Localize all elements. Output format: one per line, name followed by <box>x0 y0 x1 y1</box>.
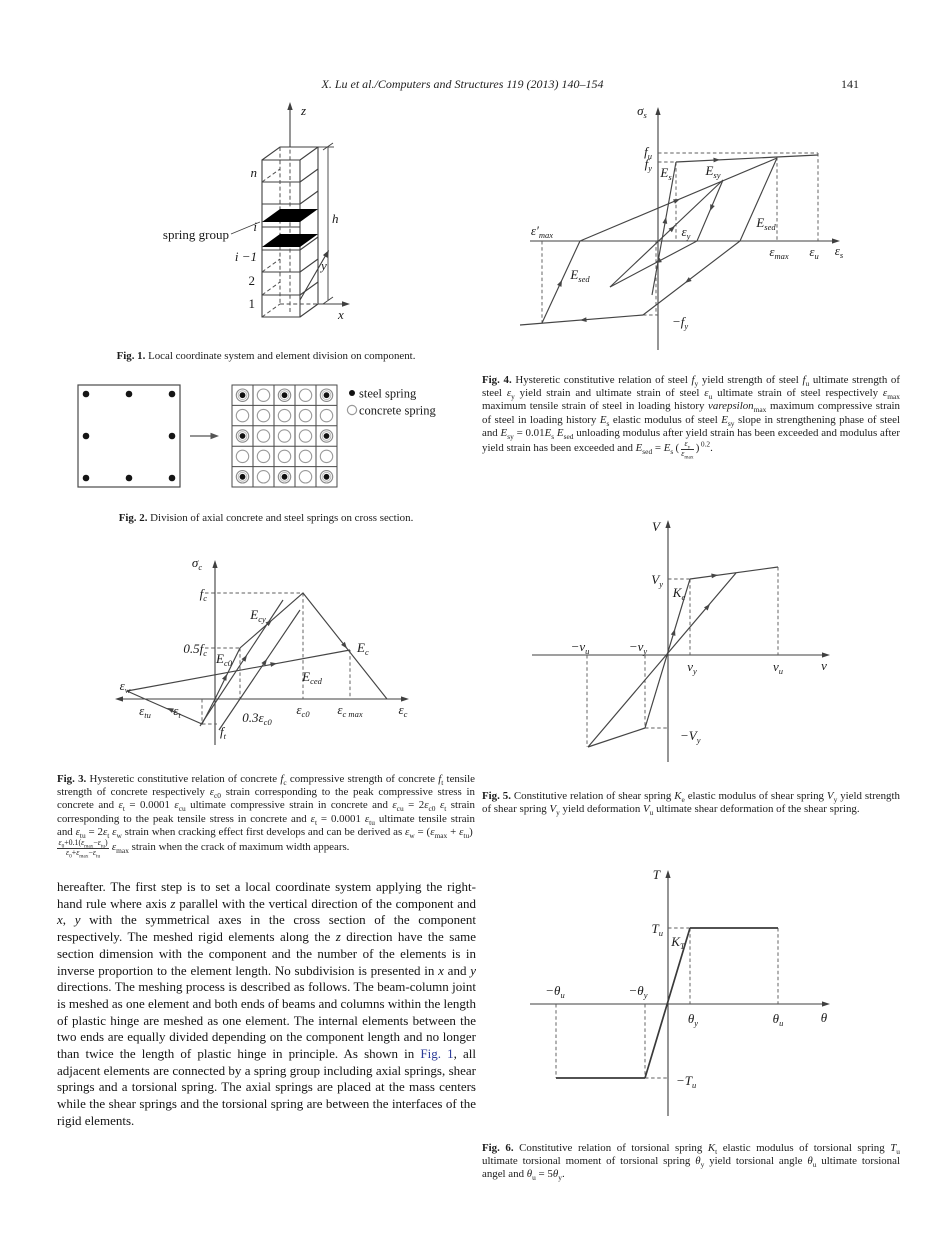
fig3-label-Ec0: $E_{c0}$ <box>216 651 232 668</box>
fig1-label-y: y <box>321 258 327 273</box>
fig2-legend-steel-marker <box>349 390 355 396</box>
fig1-label-i-minus-1: i −1 <box>234 249 257 264</box>
running-head-citation: X. Lu et al./Computers and Structures 119 (2013) 140–154 <box>321 77 604 91</box>
figure-4-caption <box>482 374 900 459</box>
fig6-label-neg-Tu: $-T_u$ <box>676 1073 697 1090</box>
fig1-label-n: n <box>250 165 257 180</box>
fig4-label-Esed-right: $E_{sed}$ <box>756 215 776 232</box>
fig3-label-eps-cmax: $\varepsilon_{c max}$ <box>337 702 363 719</box>
figure-1-diagram <box>57 100 457 338</box>
fig5-label-neg-vu: $-v_u$ <box>570 639 590 656</box>
figure-2-caption-text: Division of axial concrete and steel springs on cross section. <box>150 511 414 524</box>
fig2-legend-concrete-label: concrete spring <box>359 403 436 418</box>
fig5-label-neg-Vy: $-V_y$ <box>680 728 701 745</box>
fig6-label-neg-theta-y: $-\theta_y$ <box>628 983 648 1000</box>
fig4-label-fu: $f_u$ <box>644 144 652 161</box>
fig1-column-hidden-edges <box>262 147 318 317</box>
figure-6-caption-text: Constitutive relation of torsional spring $K_t$ elastic modulus of torsional spring $T_u$ ultimate torsional moment of torsional spring $\theta_y$ yield torsional angle $\theta_u$ ultimate torsional angel and $\theta_u = 5\theta_y$. <box>482 1141 900 1183</box>
fig6-label-KT: $K_T$ <box>671 934 685 951</box>
figure-1-caption <box>57 350 475 363</box>
fig4-label-Esy: $E_{sy}$ <box>705 163 721 180</box>
fig4-label-fy: $f_y$ <box>644 156 652 173</box>
fig3-label-eps-w: $\varepsilon_w$ <box>119 678 131 695</box>
fig3-label-Ecy: $E_{cy}$ <box>250 607 266 624</box>
fig6-label-T: T <box>652 867 660 882</box>
fig3-label-eps-c0: $\varepsilon_{c0}$ <box>296 702 310 719</box>
fig1-label-h: h <box>332 211 339 226</box>
figure-2-diagram <box>57 372 475 498</box>
fig3-label-Ec: $E_c$ <box>357 640 369 657</box>
fig5-label-vy: $v_y$ <box>687 659 697 676</box>
figure-6-diagram <box>490 860 900 1128</box>
fig2-concrete-springs <box>236 389 332 483</box>
fig5-label-v: v <box>821 658 827 673</box>
fig6-label-theta: θ <box>820 1010 828 1025</box>
fig3-label-03-eps-c0: $0.3\varepsilon_{c0}$ <box>242 710 272 727</box>
fig1-spring-group-slabs <box>262 209 318 247</box>
fig2-transform-arrow <box>190 433 219 439</box>
fig2-section-outline <box>78 385 180 487</box>
fig4-label-sigma-s: $\sigma_s$ <box>637 103 647 120</box>
fig4-label-eps-s: $\varepsilon_s$ <box>834 243 844 260</box>
fig5-label-Vy: $V_y$ <box>651 572 663 589</box>
fig4-label-neg-fy: $-f_y$ <box>672 314 689 331</box>
fig1-label-spring-group: spring group <box>162 227 229 242</box>
fig3-label-half-fc: $0.5f_c$ <box>183 641 207 658</box>
fig1-x-axis <box>318 301 350 306</box>
fig3-labels <box>120 555 408 741</box>
fig4-label-Esed-left: $E_{sed}$ <box>570 267 590 284</box>
figure-3-caption-text: Hysteretic constitutive relation of concrete $f_c$ compressive strength of concrete $f_t$ tensile strength of concrete respectively $\varepsilon_{c0}$ strain corresponding to the peak compressive stress in concrete and $\varepsilon_t = 0.0001$ $\varepsilon_{cu}$ ultimate compressive strain in concrete and $\varepsilon_{cu} = 2\varepsilon_{c0}$ $\varepsilon_t$ strain corresponding to the peak tensile stress in concrete and $\varepsilon_t = 0.0001$ $\varepsilon_{tu}$ ultimate tensile strain and $\varepsilon_{tu} = 2\varepsilon_t$ $\varepsilon_w$ strain when cracking effect first develops and can be derived as $\varepsilon_w = (\varepsilon_{max} + \varepsilon_{tu})$ $\frac{\varepsilon_0+0.1(\varepsilon_{max}-\varepsilon_{tu})}{\varepsilon_0+\varepsilon_{max}-\varepsilon_{tu}}$ $\varepsilon_{max}$ strain when the crack of maximum width appears. <box>57 772 475 860</box>
fig3-label-fc: $f_c$ <box>199 586 207 603</box>
fig6-label-theta-u: $\theta_u$ <box>772 1011 784 1028</box>
fig4-label-eps-u: $\varepsilon_u$ <box>809 244 819 261</box>
fig5-label-Ke: $K_e$ <box>672 585 686 602</box>
figure-5-diagram <box>490 510 900 772</box>
fig6-label-theta-y: $\theta_y$ <box>687 1011 699 1028</box>
fig4-label-Es: $E_s$ <box>660 165 672 182</box>
figure-1-caption-tag: Fig. 1. <box>116 349 146 362</box>
fig1-z-axis <box>287 102 292 147</box>
figure-5-caption-tag: Fig. 5. <box>482 789 511 802</box>
fig1-y-axis <box>300 249 331 300</box>
fig5-label-V: V <box>652 519 660 534</box>
fig6-labels <box>545 867 828 1090</box>
figure-4-caption-tag: Fig. 4. <box>482 373 512 386</box>
fig2-rebar-dots <box>83 391 176 482</box>
fig3-label-eps-tu: $\varepsilon_{tu}$ <box>139 703 151 720</box>
fig1-labels <box>163 103 344 322</box>
fig4-dashed-guides <box>542 153 818 323</box>
fig6-label-neg-theta-u: $-\theta_u$ <box>545 983 565 1000</box>
fig6-label-Tu: $T_u$ <box>651 921 663 938</box>
figure-3-caption-tag: Fig. 3. <box>57 772 87 785</box>
fig3-label-ft: $f_t$ <box>220 724 226 741</box>
figure-3-caption <box>57 773 475 858</box>
fig4-label-eps-max: $\varepsilon_{max}$ <box>769 244 789 261</box>
fig4-label-eps-y: $\varepsilon_y$ <box>681 224 691 241</box>
fig2-legend-steel-label: steel spring <box>359 386 417 401</box>
figure-3-diagram <box>57 540 475 760</box>
fig1-label-z: z <box>301 103 307 118</box>
fig4-labels <box>531 103 844 331</box>
fig6-curves <box>556 928 778 1078</box>
fig2-legend <box>347 387 436 418</box>
figure-6-caption <box>482 1142 900 1182</box>
fig3-label-Eced: $E_{ced}$ <box>302 669 322 686</box>
fig5-labels <box>571 519 828 745</box>
fig1-label-i: i <box>253 219 257 234</box>
fig5-flow-arrows <box>671 573 719 636</box>
fig1-label-1: 1 <box>248 296 255 311</box>
fig3-label-eps-t: $\varepsilon_t$ <box>173 703 181 720</box>
figure-2-caption-tag: Fig. 2. <box>118 511 148 524</box>
fig1-label-2: 2 <box>248 273 255 288</box>
fig3-label-sigma-c: $\sigma_c$ <box>191 555 203 572</box>
body-paragraph: hereafter. The first step is to set a local coordinate system applying the right-hand rule where axis z parallel with the vertical direction of the component and x, y with the symmetrical axes in the cross section of the component respectively. The meshed rigid elements along the z direction have the same section dimension with the component and the number of the elements is in inverse proportion to the element length. No subdivision is presented in x and y directions. The meshing process is described as follows. The beam-column joint is meshed as one element and both ends of beams and columns within the length of plastic hinge are meshed as one element. The internal elements between the two ends are equally divided depending on the component length and no longer than twice the length of plastic hinge in principle. As shown in Fig. 1, all adjacent elements are connected by a spring group including axial springs, shear springs and a torsional spring. The axial springs are placed at the mass centers while the shear springs and the torsional spring are between the interfaces of the rigid elements. <box>57 879 477 1128</box>
fig2-legend-concrete-marker <box>347 405 356 414</box>
figure-1-caption-text: Local coordinate system and element division on component. <box>148 349 416 362</box>
fig3-label-eps-c: $\varepsilon_c$ <box>398 702 408 719</box>
fig5-label-vu: $v_u$ <box>772 659 784 676</box>
figure-4-caption-text: Hysteretic constitutive relation of steel $f_y$ yield strength of steel $f_u$ ultimate strength of steel $\varepsilon_y$ yield strain and ultimate strain of steel $\varepsilon_u$ ultimate strain of steel respectively $\varepsilon_{max}$ maximum tensile strain of steel in loading history varepsilon$_{max}$ maximum compressive strain of steel in loading history $E_s$ elastic modulus of steel $E_{sy}$ slope in strengthening phase of steel and $E_{sy} = 0.01E_s$ $E_{sed}$ unloading modulus after yield strain has been exceeded and modulus after yield strain has been exceeded and $E_{sed} = E_s$ ( $\frac{\varepsilon_y}{\varepsilon_{max}}$ ) $^{0.2}$. <box>482 373 900 461</box>
figure-5-caption-text: Constitutive relation of shear spring $K_e$ elastic modulus of shear spring $V_y$ yield strength of shear spring $V_y$ yield deformation $V_u$ ultimate shear deformation of the shear spring. <box>482 789 900 818</box>
fig5-label-neg-vy: $-v_y$ <box>628 639 648 656</box>
figure-2-caption <box>57 512 475 525</box>
figure-6-caption-tag: Fig. 6. <box>482 1141 514 1154</box>
fig4-label-eps-prime-max: $\varepsilon'_{max}$ <box>530 223 554 240</box>
figure-5-caption <box>482 790 900 816</box>
page-number: 141 <box>841 77 859 91</box>
figure-4-diagram <box>480 95 900 357</box>
fig1-reference-link[interactable]: Fig. 1 <box>420 1046 454 1062</box>
fig1-label-x: x <box>338 307 344 322</box>
